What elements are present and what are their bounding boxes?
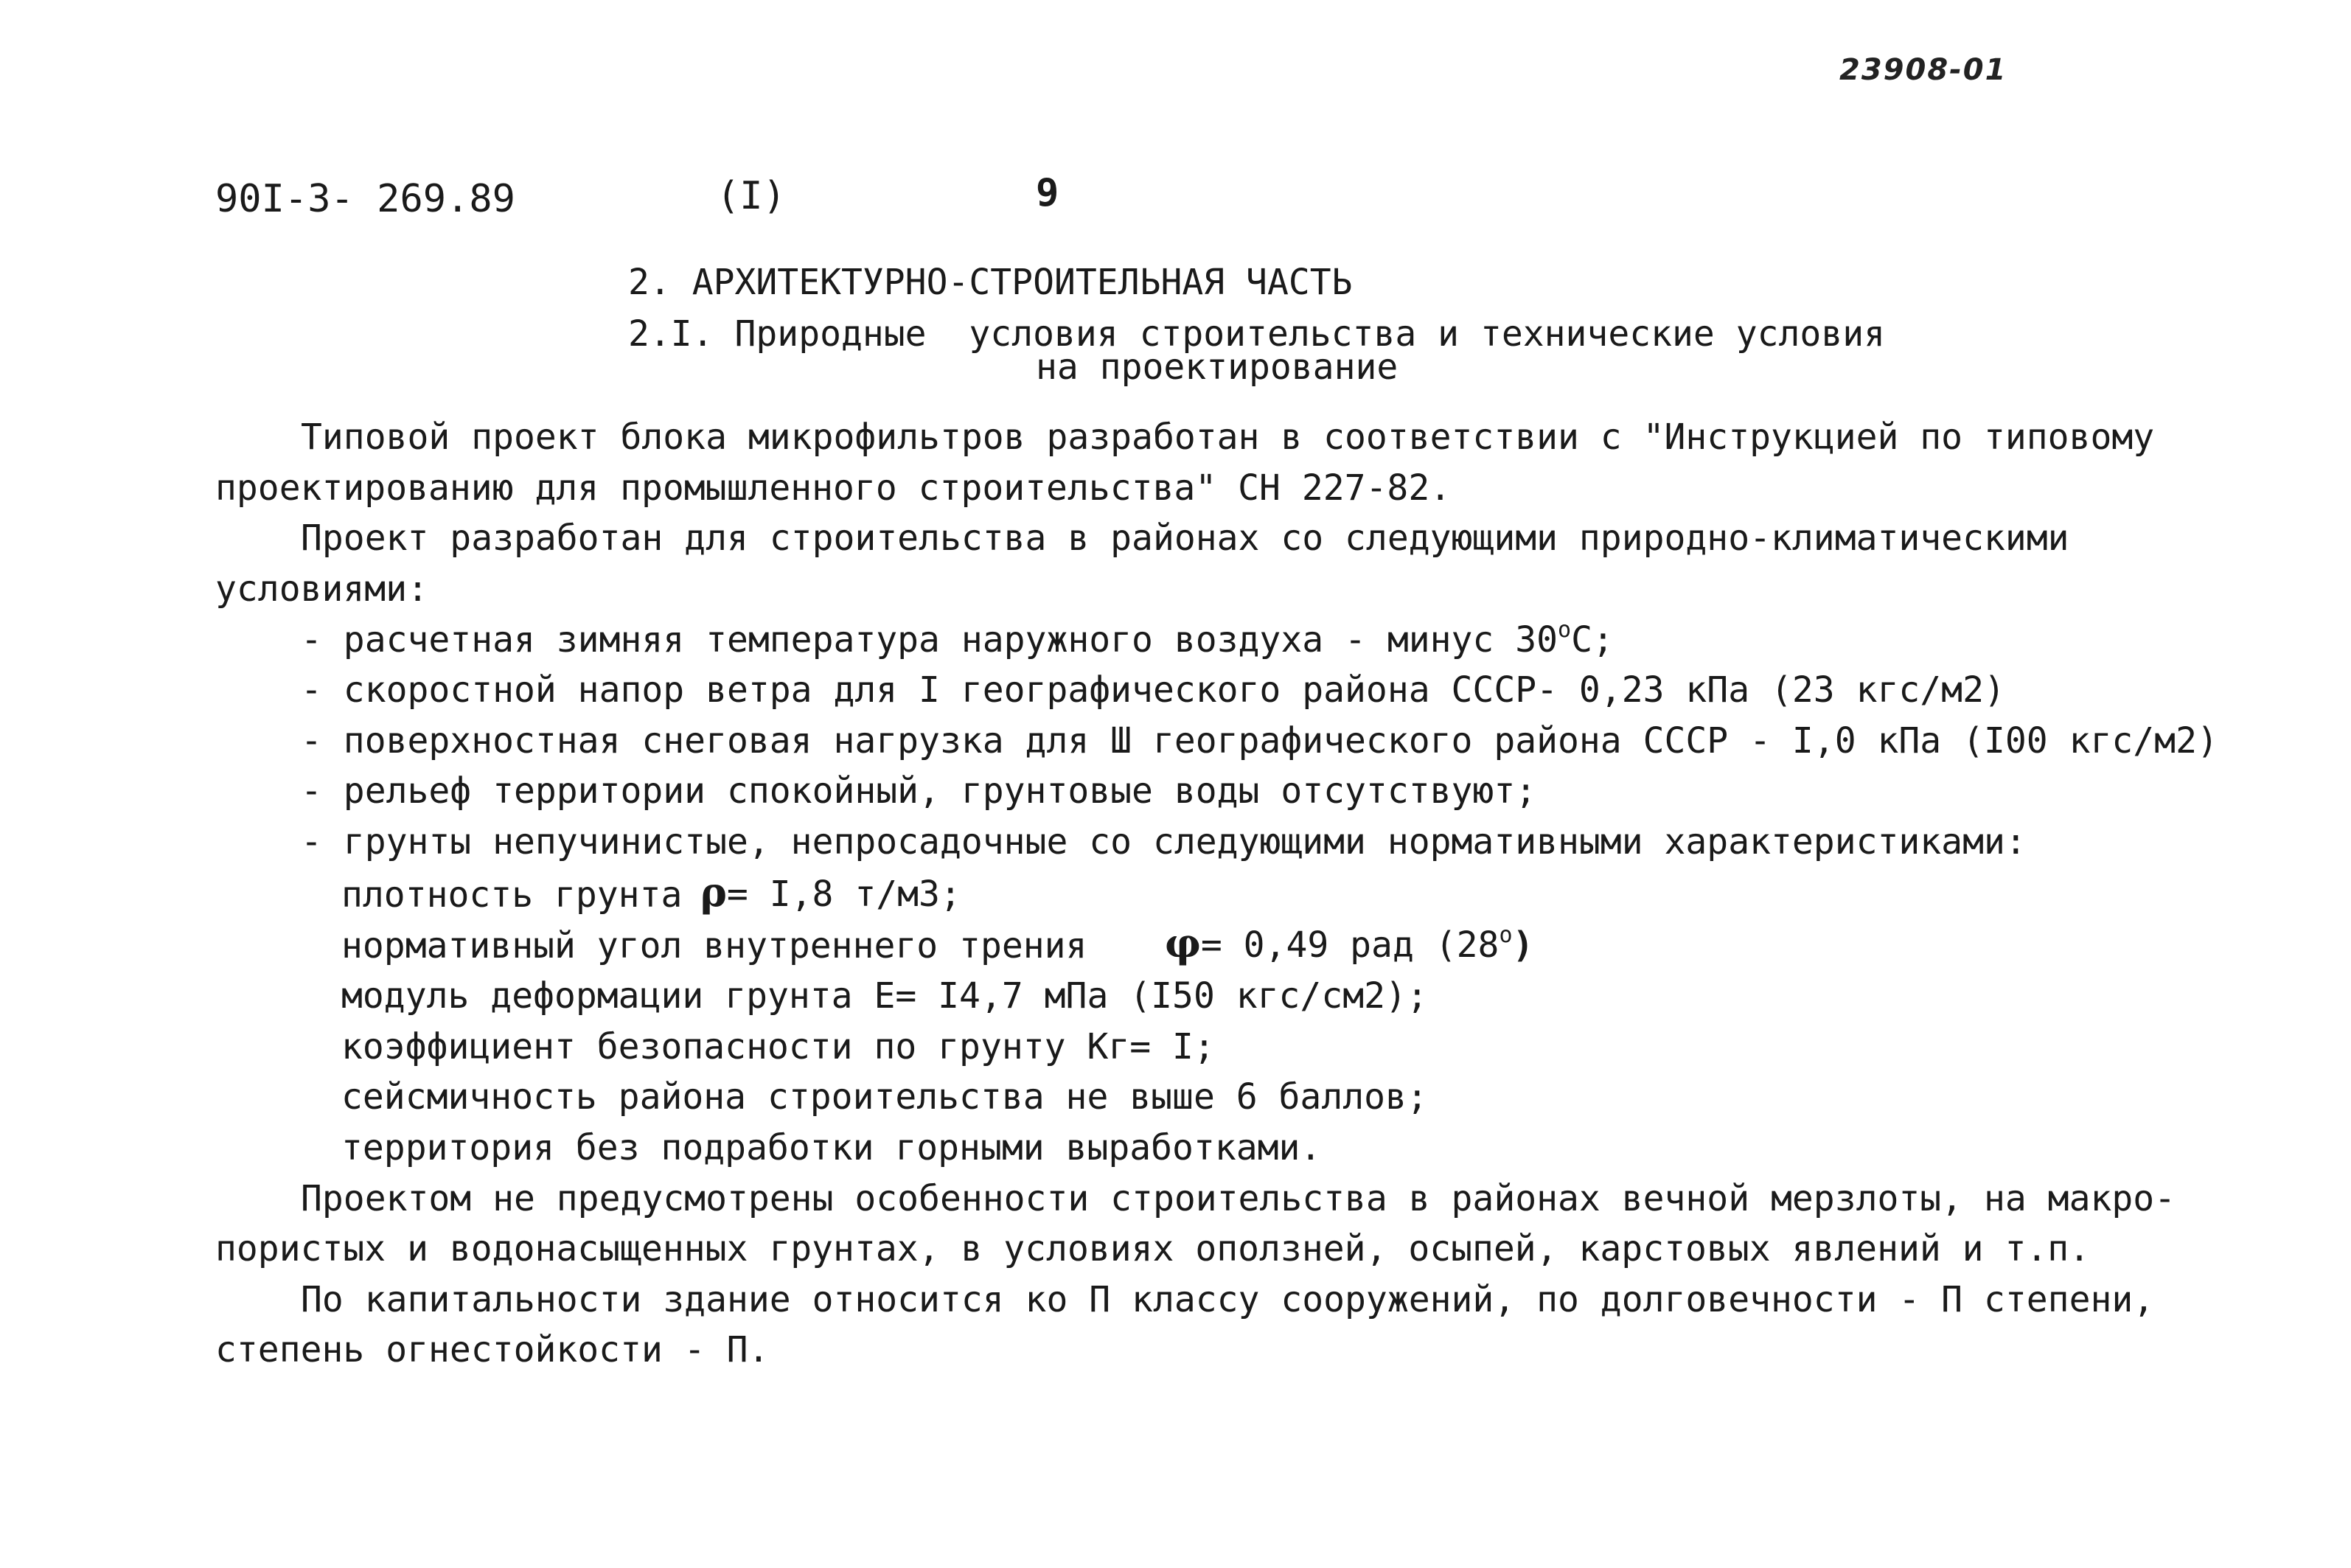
soil-density-label: плотность грунта: [341, 874, 683, 916]
seismicity: сейсмичность района строительства не выше 6 баллов;: [341, 1076, 1428, 1118]
safety-factor: коэффициент безопасности по грунту Кг= I;: [341, 1026, 1215, 1067]
condition-relief: - рельеф территории спокойный, грунтовые воды отсутствуют;: [301, 770, 1537, 812]
density-value: = I,8 т/м3;: [726, 874, 961, 915]
temperature-text: - расчетная зимняя температура наружного воздуха - минус 30: [301, 619, 1558, 661]
friction-value: = 0,49 рад (28: [1200, 924, 1500, 966]
mining-note: территория без подработки горными выработками.: [341, 1127, 1322, 1168]
page-number: 9: [1036, 171, 1059, 215]
paragraph-3-line-1: Проектом не предусмотрены особенности строительства в районах вечной мерзлоты, на макро-: [301, 1178, 2176, 1219]
friction-angle-label: нормативный угол внутреннего трения: [341, 925, 1087, 966]
condition-wind: - скоростной напор ветра для I географического района СССР- 0,23 кПа (23 кгс/м2): [301, 669, 2005, 711]
friction-close-paren: ): [1512, 924, 1534, 966]
subsection-title-line2: на проектирование: [1036, 346, 1399, 388]
volume-number: (I): [717, 174, 786, 218]
paragraph-2-line-1: Проект разработан для строительства в районах со следующими природно-климатическими: [301, 518, 2069, 559]
friction-angle-formula: [1165, 919, 1534, 966]
deformation-modulus: модуль деформации грунта Е= I4,7 мПа (I50 кгс/см2);: [341, 975, 1428, 1017]
condition-temperature: [301, 619, 1614, 661]
paragraph-2-line-2: условиями:: [215, 568, 428, 610]
paragraph-4-line-2: степень огнестойкости - П.: [215, 1329, 770, 1370]
friction-degree-sign: o: [1499, 922, 1513, 948]
soil-density-formula: [700, 868, 961, 916]
doc-code: 90I-3- 269.89: [215, 177, 515, 221]
archive-number: 23908-01: [1839, 53, 2007, 87]
subsection-title-line1: 2.I. Природные условия строительства и технические условия: [628, 313, 1886, 355]
degree-sign: o: [1558, 617, 1572, 643]
condition-snow: - поверхностная снеговая нагрузка для Ш географического района СССР - I,0 кПа (I00 кгс/м2): [301, 720, 2218, 762]
rho-symbol: ρ: [700, 868, 727, 916]
phi-symbol: φ: [1165, 919, 1201, 966]
temperature-unit: C;: [1571, 619, 1614, 661]
condition-soils: - грунты непучинистые, непросадочные со следующими нормативными характеристиками:: [301, 821, 2027, 863]
paragraph-1-line-1: Типовой проект блока микрофильтров разработан в соответствии с "Инструкцией по типовому: [301, 417, 2155, 458]
paragraph-1-line-2: проектированию для промышленного строительства" СН 227-82.: [215, 467, 1452, 509]
section-title: 2. АРХИТЕКТУРНО-СТРОИТЕЛЬНАЯ ЧАСТЬ: [628, 262, 1353, 303]
paragraph-3-line-2: пористых и водонасыщенных грунтах, в условиях оползней, осыпей, карстовых явлений и т.п.: [215, 1228, 2091, 1269]
paragraph-4-line-1: По капитальности здание относится ко П классу сооружений, по долговечности - П степени,: [301, 1279, 2155, 1320]
